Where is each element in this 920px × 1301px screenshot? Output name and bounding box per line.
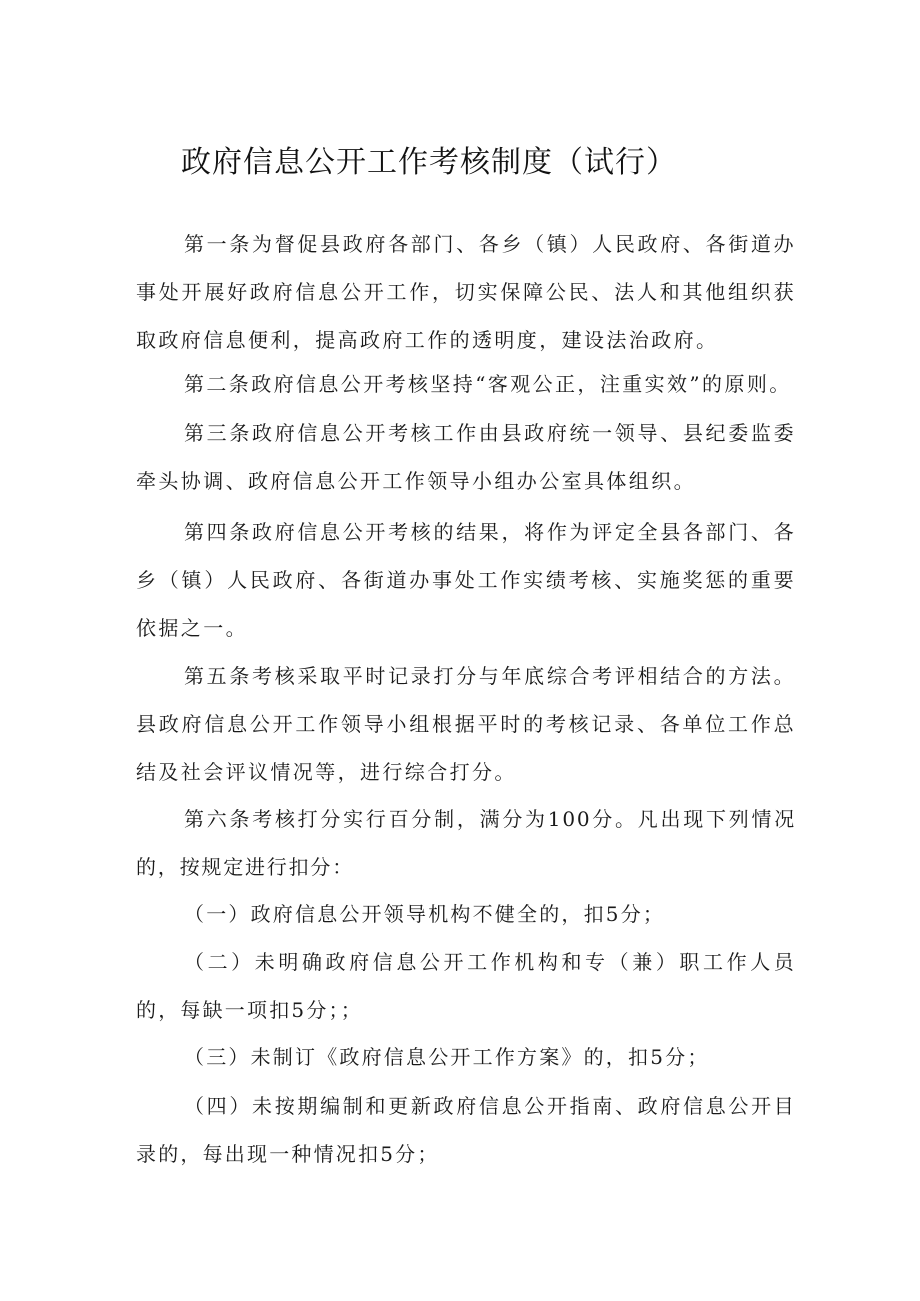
item-2-paragraph: （二）未明确政府信息公开工作机构和专（兼）职工作人员的，每缺一项扣5分；；	[136, 950, 796, 1022]
item-4-paragraph: （四）未按期编制和更新政府信息公开指南、政府信息公开目录的，每出现一种情况扣5分；	[136, 1094, 796, 1166]
document-title: 政府信息公开工作考核制度（试行）	[181, 145, 677, 180]
item-3-paragraph: （三）未制订《政府信息公开工作方案》的，扣5分；	[184, 1045, 710, 1069]
article-3-paragraph: 第三条政府信息公开考核工作由县政府统一领导、县纪委监委牵头协调、政府信息公开工作领导小组办公室具体组织。	[136, 421, 796, 493]
article-1-paragraph: 第一条为督促县政府各部门、各乡（镇）人民政府、各街道办事处开展好政府信息公开工作，切实保障公民、法人和其他组织获取政府信息便利，提高政府工作的透明度，建设法治政府。	[136, 232, 796, 352]
item-1-paragraph: （一）政府信息公开领导机构不健全的，扣5分；	[184, 902, 666, 926]
article-2-paragraph: 第二条政府信息公开考核坚持“客观公正，注重实效”的原则。	[184, 372, 792, 396]
article-4-paragraph: 第四条政府信息公开考核的结果，将作为评定全县各部门、各乡（镇）人民政府、各街道办事处工作实绩考核、实施奖惩的重要依据之一。	[136, 520, 796, 640]
article-5-paragraph: 第五条考核采取平时记录打分与年底综合考评相结合的方法。县政府信息公开工作领导小组根据平时的考核记录、各单位工作总结及社会评议情况等，进行综合打分。	[136, 664, 796, 784]
article-6-paragraph: 第六条考核打分实行百分制，满分为100分。凡出现下列情况的，按规定进行扣分：	[136, 807, 796, 879]
